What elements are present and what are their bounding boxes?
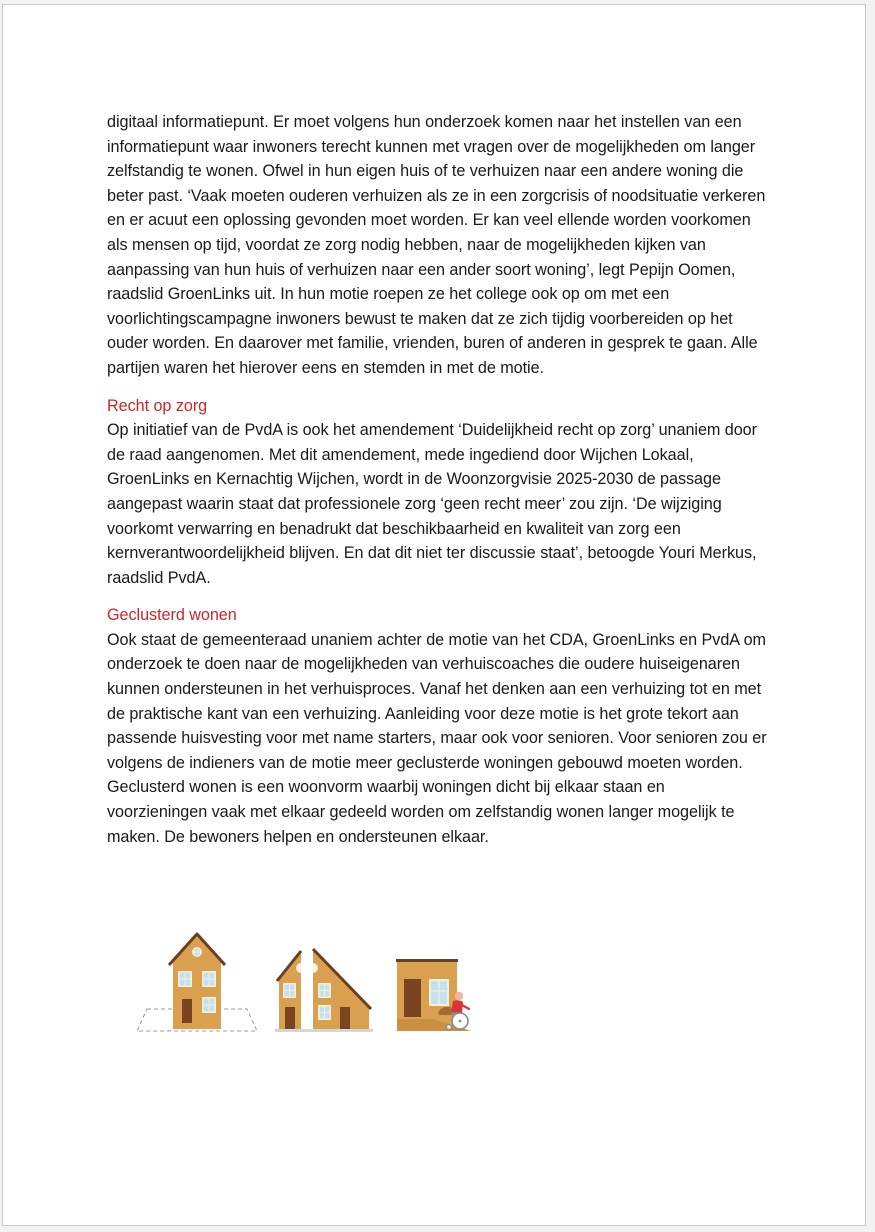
- detached-house-icon: [135, 929, 260, 1035]
- split-house-icon: [273, 945, 375, 1035]
- section-paragraph-geclusterd-wonen: Ook staat de gemeenteraad unaniem achter de motie van het CDA, GroenLinks en PvdA om onderzoek te doen naar de mogelijkheden van verhuiscoaches die oudere huiseigenaren kunnen ondersteunen in het verhuisproces. Vanaf het denken aan een verhuizing tot en met de praktische kant van een verhuizing. Aanleiding voor deze motie is het grote tekort aan passende huisvesting voor met name starters, maar ook voor senioren. Voor senioren zou er volgens de indieners van de motie meer geclusterde woningen gebouwd moeten worden. Geclusterd wonen is een woonvorm waarbij woningen dicht bij elkaar staan en voorzieningen vaak met elkaar gedeeld worden om zelfstandig wonen langer mogelijk te maken. De bewoners helpen en ondersteunen elkaar.: [107, 630, 767, 846]
- document-page: [2, 4, 866, 1226]
- section-heading-geclusterd-wonen: Geclusterd wonen: [107, 606, 237, 625]
- housing-illustrations: [135, 929, 495, 1039]
- accessible-house-icon: [393, 957, 475, 1035]
- section-heading-recht-op-zorg: Recht op zorg: [107, 396, 208, 415]
- intro-paragraph: digitaal informatiepunt. Er moet volgens hun onderzoek komen naar het instellen van een informatiepunt waar inwoners terecht kunnen met vragen over de mogelijkheden om langer zelfstandig te wonen. Ofwel in hun eigen huis of te verhuizen naar een andere woning die beter past. ‘Vaak moeten ouderen verhuizen als ze in een zorgcrisis of noodsituatie verkeren en er acuut een oplossing gevonden moet worden. Er kan veel ellende worden voorkomen als mensen op tijd, voordat ze zorg nodig hebben, naar de mogelijkheden kijken van aanpassing van hun huis of verhuizen naar een ander soort woning’, legt Pepijn Oomen, raadslid GroenLinks uit. In hun motie roepen ze het college ook op om met een voorlichtingscampagne inwoners bewust te maken dat ze zich tijdig voorbereiden op het ouder worden. En daarover met familie, vrienden, buren of anderen in gesprek te gaan. Alle partijen waren het hierover eens en stemden in met de motie.: [107, 113, 766, 377]
- document-body: [107, 110, 767, 849]
- section-paragraph-recht-op-zorg: Op initiatief van de PvdA is ook het amendement ‘Duidelijkheid recht op zorg’ unaniem door de raad aangenomen. Met dit amendement, mede ingediend door Wijchen Lokaal, GroenLinks en Kernachtig Wijchen, wordt in de Woonzorgvisie 2025-2030 de passage aangepast waarin staat dat professionele zorg ‘geen recht meer’ zou zijn. ‘De wijziging voorkomt verwarring en benadrukt dat beschikbaarheid en kwaliteit van zorg een kernverantwoordelijkheid blijven. En dat dit niet ter discussie staat’, betoogde Youri Merkus, raadslid PvdA.: [107, 421, 757, 587]
